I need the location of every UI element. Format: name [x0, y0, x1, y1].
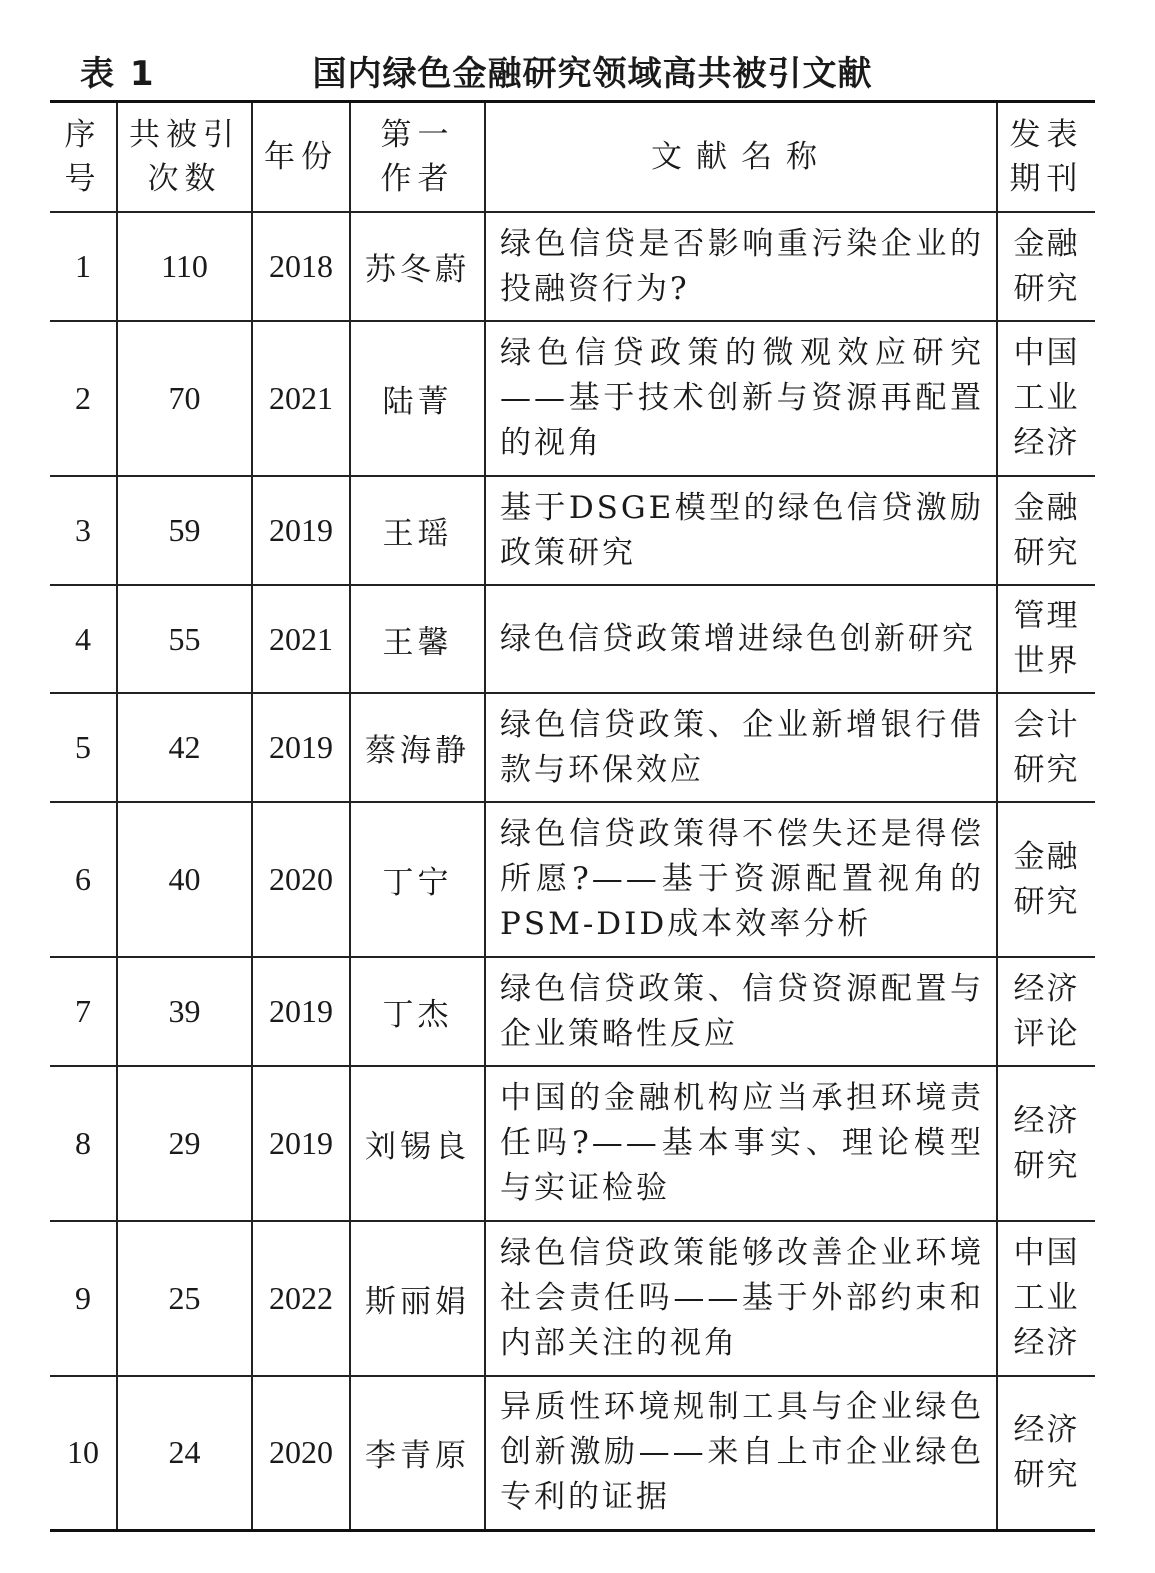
table-row — [50, 1376, 1095, 1530]
cell-year: 2019 — [252, 693, 350, 802]
table-title: 国内绿色金融研究领域高共被引文献 — [312, 54, 873, 94]
header-row — [50, 102, 1095, 213]
header-citations — [117, 102, 252, 213]
cell-title: 异质性环境规制工具与企业绿色创新激励——来自上市企业绿色专利的证据 — [485, 1376, 997, 1530]
cell-journal: 中国工业经济 — [997, 321, 1095, 476]
cell-title: 绿色信贷政策、信贷资源配置与企业策略性反应 — [485, 957, 997, 1066]
table-row — [50, 476, 1095, 585]
table-header — [50, 102, 1095, 213]
cell-year: 2018 — [252, 212, 350, 321]
header-author — [350, 102, 485, 213]
table-caption — [50, 40, 1095, 96]
cell-author: 陆菁 — [350, 321, 485, 476]
header-citations-line1: 共被引 — [129, 117, 240, 153]
cell-no: 6 — [50, 802, 117, 957]
cell-citations: 110 — [117, 212, 252, 321]
cell-no: 3 — [50, 476, 117, 585]
cell-author: 丁杰 — [350, 957, 485, 1066]
cell-citations: 59 — [117, 476, 252, 585]
cell-journal: 金融研究 — [997, 476, 1095, 585]
cell-citations: 29 — [117, 1066, 252, 1221]
citation-table — [50, 100, 1095, 1532]
cell-author: 刘锡良 — [350, 1066, 485, 1221]
table-row — [50, 957, 1095, 1066]
cell-author: 斯丽娟 — [350, 1221, 485, 1376]
cell-year: 2019 — [252, 476, 350, 585]
cell-title: 绿色信贷政策的微观效应研究——基于技术创新与资源再配置的视角 — [485, 321, 997, 476]
cell-year: 2020 — [252, 802, 350, 957]
cell-citations: 42 — [117, 693, 252, 802]
cell-author: 丁宁 — [350, 802, 485, 957]
header-journal-line2: 期刊 — [1009, 161, 1084, 197]
cell-journal: 中国工业经济 — [997, 1221, 1095, 1376]
cell-no: 4 — [50, 585, 117, 693]
table-row — [50, 693, 1095, 802]
cell-citations: 70 — [117, 321, 252, 476]
cell-title: 绿色信贷政策、企业新增银行借款与环保效应 — [485, 693, 997, 802]
cell-no: 5 — [50, 693, 117, 802]
cell-year: 2019 — [252, 957, 350, 1066]
cell-journal: 经济研究 — [997, 1376, 1095, 1530]
cell-journal: 管理世界 — [997, 585, 1095, 693]
table-row — [50, 585, 1095, 693]
table-row — [50, 1066, 1095, 1221]
table-row — [50, 321, 1095, 476]
header-no — [50, 102, 117, 213]
cell-author: 蔡海静 — [350, 693, 485, 802]
header-author-line1: 第一 — [380, 117, 455, 153]
cell-journal: 金融研究 — [997, 212, 1095, 321]
header-year — [252, 102, 350, 213]
table-row — [50, 1221, 1095, 1376]
cell-no: 2 — [50, 321, 117, 476]
cell-no: 9 — [50, 1221, 117, 1376]
cell-journal: 金融研究 — [997, 802, 1095, 957]
header-title — [485, 102, 997, 213]
cell-year: 2021 — [252, 321, 350, 476]
cell-journal: 会计研究 — [997, 693, 1095, 802]
cell-title: 基于DSGE模型的绿色信贷激励政策研究 — [485, 476, 997, 585]
cell-no: 7 — [50, 957, 117, 1066]
header-journal — [997, 102, 1095, 213]
cell-author: 王瑶 — [350, 476, 485, 585]
cell-year: 2021 — [252, 585, 350, 693]
cell-citations: 24 — [117, 1376, 252, 1530]
header-no-line1: 序 — [64, 117, 102, 153]
table-label: 表 1 — [80, 54, 156, 94]
cell-year: 2019 — [252, 1066, 350, 1221]
cell-title: 绿色信贷政策增进绿色创新研究 — [485, 585, 997, 693]
cell-journal: 经济评论 — [997, 957, 1095, 1066]
cell-title: 中国的金融机构应当承担环境责任吗?——基本事实、理论模型与实证检验 — [485, 1066, 997, 1221]
cell-journal: 经济研究 — [997, 1066, 1095, 1221]
cell-no: 8 — [50, 1066, 117, 1221]
cell-year: 2022 — [252, 1221, 350, 1376]
header-year-line1: 年份 — [264, 139, 338, 175]
cell-author: 王馨 — [350, 585, 485, 693]
header-citations-line2: 次数 — [147, 161, 222, 197]
cell-citations: 55 — [117, 585, 252, 693]
cell-title: 绿色信贷政策得不偿失还是得偿所愿?——基于资源配置视角的PSM-DID成本效率分析 — [485, 802, 997, 957]
table-row — [50, 802, 1095, 957]
cell-year: 2020 — [252, 1376, 350, 1530]
header-no-line2: 号 — [64, 161, 102, 197]
cell-author: 李青原 — [350, 1376, 485, 1530]
cell-citations: 39 — [117, 957, 252, 1066]
header-author-line2: 作者 — [380, 161, 455, 197]
cell-no: 10 — [50, 1376, 117, 1530]
cell-no: 1 — [50, 212, 117, 321]
table-row — [50, 212, 1095, 321]
cell-author: 苏冬蔚 — [350, 212, 485, 321]
header-title-line1: 文献名称 — [651, 139, 831, 175]
header-journal-line1: 发表 — [1009, 117, 1084, 153]
cell-citations: 25 — [117, 1221, 252, 1376]
cell-title: 绿色信贷政策能够改善企业环境社会责任吗——基于外部约束和内部关注的视角 — [485, 1221, 997, 1376]
cell-citations: 40 — [117, 802, 252, 957]
cell-title: 绿色信贷是否影响重污染企业的投融资行为? — [485, 212, 997, 321]
